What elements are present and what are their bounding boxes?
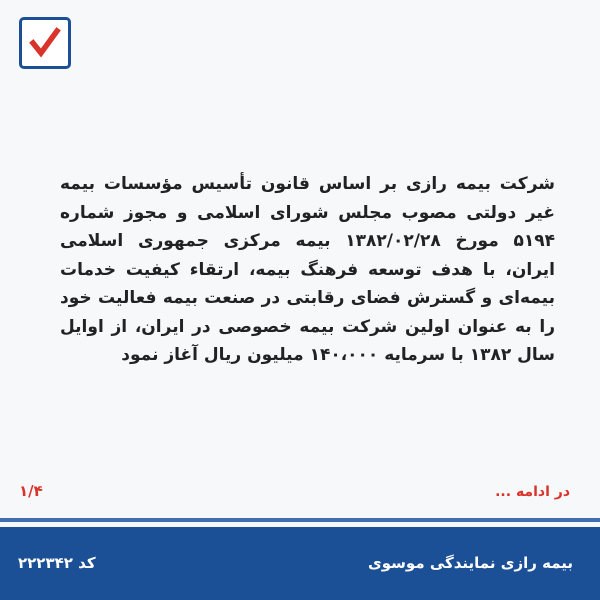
footer-bar (0, 527, 600, 600)
checkmark-icon (22, 20, 68, 66)
page-indicator: ۱/۴ (19, 482, 43, 500)
logo (19, 17, 71, 69)
footer-divider (0, 518, 600, 522)
body-paragraph: شرکت بیمه رازی بر اساس قانون تأسیس مؤسسات بیمه غیر دولتی مصوب مجلس شورای اسلامی و مجوز شماره ۵۱۹۴ مورخ ۱۳۸۲/۰۲/۲۸ بیمه مرکزی جمهوری اسلامی ایران، با هدف توسعه فرهنگ بیمه، ارتقاء کیفیت خدمات بیمه‌ای و گسترش فضای رقابتی در صنعت بیمه فعالیت خود را به عنوان اولین شرکت بیمه خصوصی در ایران، از اوایل سال ۱۳۸۲ با سرمایه ۱۴۰،۰۰۰ میلیون ریال آغاز نمود (60, 174, 555, 365)
agency-code: کد ۲۲۲۳۴۲ (18, 554, 96, 572)
agency-name: بیمه رازی نمایندگی موسوی (368, 554, 573, 572)
continue-label: در ادامه ... (495, 484, 570, 500)
